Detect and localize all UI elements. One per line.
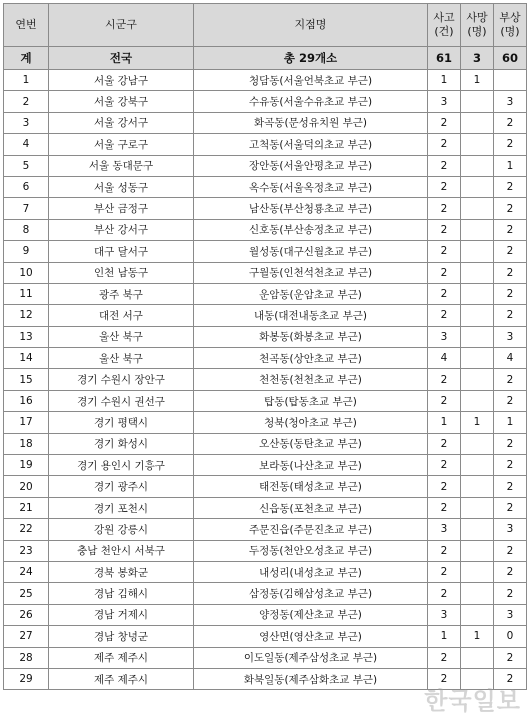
table-row: [4, 241, 527, 262]
cell-accidents: 2: [428, 369, 461, 390]
cell-deaths: [461, 134, 494, 155]
cell-injuries: 2: [494, 390, 527, 411]
cell-district: 광주 북구: [49, 283, 194, 304]
cell-accidents: 2: [428, 262, 461, 283]
cell-deaths: [461, 540, 494, 561]
cell-location: 주문진읍(주문진초교 부근): [194, 519, 428, 540]
cell-no: 20: [4, 476, 49, 497]
cell-location: 화봉동(화봉초교 부근): [194, 326, 428, 347]
cell-accidents: 2: [428, 476, 461, 497]
accident-hotspot-table: [3, 3, 527, 690]
cell-district: 경기 평택시: [49, 412, 194, 433]
cell-accidents: 3: [428, 519, 461, 540]
cell-district: 대전 서구: [49, 305, 194, 326]
cell-district: 제주 제주시: [49, 647, 194, 668]
cell-district: 인천 남동구: [49, 262, 194, 283]
cell-injuries: 2: [494, 198, 527, 219]
cell-no: 12: [4, 305, 49, 326]
cell-deaths: [461, 455, 494, 476]
cell-location: 탑동(탑동초교 부근): [194, 390, 428, 411]
cell-location: 장안동(서울안평초교 부근): [194, 155, 428, 176]
cell-no: 10: [4, 262, 49, 283]
cell-no: 7: [4, 198, 49, 219]
cell-district: 대구 달서구: [49, 241, 194, 262]
cell-accidents: 1: [428, 626, 461, 647]
cell-injuries: 2: [494, 369, 527, 390]
table-row: [4, 455, 527, 476]
cell-district: 부산 금정구: [49, 198, 194, 219]
table-row: [4, 305, 527, 326]
header-location: 지점명: [194, 4, 428, 47]
table-row: [4, 176, 527, 197]
table-row: [4, 134, 527, 155]
cell-accidents: 2: [428, 283, 461, 304]
cell-deaths: [461, 155, 494, 176]
cell-deaths: [461, 262, 494, 283]
cell-no: 24: [4, 561, 49, 582]
cell-no: 1: [4, 70, 49, 91]
cell-location: 신호동(부산송정초교 부근): [194, 219, 428, 240]
cell-injuries: 2: [494, 561, 527, 582]
cell-district: 제주 제주시: [49, 668, 194, 689]
table-row: [4, 626, 527, 647]
total-deaths: 3: [461, 47, 494, 70]
cell-deaths: [461, 112, 494, 133]
cell-location: 남산동(부산청룡초교 부근): [194, 198, 428, 219]
table-row: [4, 604, 527, 625]
cell-accidents: 4: [428, 348, 461, 369]
cell-injuries: 4: [494, 348, 527, 369]
cell-district: 경북 봉화군: [49, 561, 194, 582]
cell-accidents: 3: [428, 326, 461, 347]
cell-district: 경기 화성시: [49, 433, 194, 454]
cell-location: 이도일동(제주삼성초교 부근): [194, 647, 428, 668]
table-row: [4, 91, 527, 112]
cell-no: 28: [4, 647, 49, 668]
cell-accidents: 1: [428, 412, 461, 433]
table-row: [4, 283, 527, 304]
cell-no: 8: [4, 219, 49, 240]
cell-district: 경남 창녕군: [49, 626, 194, 647]
total-accidents: 61: [428, 47, 461, 70]
cell-accidents: 2: [428, 583, 461, 604]
cell-location: 옥수동(서울옥정초교 부근): [194, 176, 428, 197]
table-row: [4, 561, 527, 582]
cell-deaths: [461, 390, 494, 411]
cell-injuries: 2: [494, 305, 527, 326]
cell-deaths: [461, 476, 494, 497]
cell-district: 울산 북구: [49, 348, 194, 369]
total-district: 전국: [49, 47, 194, 70]
table-row: [4, 348, 527, 369]
cell-location: 두정동(천안오성초교 부근): [194, 540, 428, 561]
cell-deaths: [461, 561, 494, 582]
cell-deaths: [461, 305, 494, 326]
table-row: [4, 262, 527, 283]
cell-accidents: 2: [428, 497, 461, 518]
cell-injuries: 2: [494, 476, 527, 497]
table-row: [4, 647, 527, 668]
table-row: [4, 540, 527, 561]
cell-injuries: 1: [494, 155, 527, 176]
cell-accidents: 2: [428, 241, 461, 262]
cell-injuries: [494, 70, 527, 91]
cell-district: 서울 구로구: [49, 134, 194, 155]
cell-location: 삼정동(김해삼성초교 부근): [194, 583, 428, 604]
table-row: [4, 668, 527, 689]
cell-district: 울산 북구: [49, 326, 194, 347]
cell-deaths: [461, 348, 494, 369]
cell-no: 21: [4, 497, 49, 518]
cell-deaths: [461, 583, 494, 604]
total-row: [4, 47, 527, 70]
cell-accidents: 2: [428, 176, 461, 197]
cell-deaths: [461, 241, 494, 262]
cell-no: 25: [4, 583, 49, 604]
cell-injuries: 2: [494, 668, 527, 689]
cell-district: 충남 천안시 서북구: [49, 540, 194, 561]
cell-deaths: [461, 668, 494, 689]
cell-deaths: 1: [461, 412, 494, 433]
header-no: 연번: [4, 4, 49, 47]
cell-accidents: 2: [428, 112, 461, 133]
cell-deaths: [461, 219, 494, 240]
table-row: [4, 112, 527, 133]
cell-district: 경남 거제시: [49, 604, 194, 625]
cell-district: 경기 수원시 권선구: [49, 390, 194, 411]
total-location: 총 29개소: [194, 47, 428, 70]
cell-injuries: 2: [494, 241, 527, 262]
cell-location: 신읍동(포천초교 부근): [194, 497, 428, 518]
cell-no: 26: [4, 604, 49, 625]
cell-deaths: [461, 369, 494, 390]
cell-accidents: 2: [428, 455, 461, 476]
cell-location: 내성리(내성초교 부근): [194, 561, 428, 582]
cell-injuries: 2: [494, 647, 527, 668]
cell-accidents: 2: [428, 561, 461, 582]
cell-deaths: [461, 497, 494, 518]
publisher-watermark: 한국일보: [424, 687, 521, 715]
cell-accidents: 2: [428, 305, 461, 326]
cell-location: 영산면(영산초교 부근): [194, 626, 428, 647]
cell-location: 내동(대전내동초교 부근): [194, 305, 428, 326]
table-row: [4, 326, 527, 347]
cell-no: 19: [4, 455, 49, 476]
cell-no: 14: [4, 348, 49, 369]
cell-no: 4: [4, 134, 49, 155]
cell-location: 운암동(운암초교 부근): [194, 283, 428, 304]
cell-no: 9: [4, 241, 49, 262]
cell-injuries: 2: [494, 134, 527, 155]
header-district: 시군구: [49, 4, 194, 47]
cell-district: 서울 강남구: [49, 70, 194, 91]
cell-injuries: 2: [494, 583, 527, 604]
cell-injuries: 2: [494, 262, 527, 283]
cell-location: 화곡동(문성유치원 부근): [194, 112, 428, 133]
cell-no: 27: [4, 626, 49, 647]
cell-no: 2: [4, 91, 49, 112]
header-row: [4, 4, 527, 47]
cell-no: 5: [4, 155, 49, 176]
cell-district: 부산 강서구: [49, 219, 194, 240]
cell-injuries: 2: [494, 433, 527, 454]
cell-injuries: 3: [494, 604, 527, 625]
cell-district: 서울 강서구: [49, 112, 194, 133]
cell-injuries: 1: [494, 412, 527, 433]
cell-injuries: 2: [494, 176, 527, 197]
cell-no: 23: [4, 540, 49, 561]
cell-no: 17: [4, 412, 49, 433]
cell-injuries: 2: [494, 283, 527, 304]
cell-no: 22: [4, 519, 49, 540]
cell-deaths: [461, 91, 494, 112]
table-row: [4, 369, 527, 390]
table-row: [4, 519, 527, 540]
cell-district: 서울 동대문구: [49, 155, 194, 176]
cell-location: 고척동(서울덕의초교 부근): [194, 134, 428, 155]
total-injuries: 60: [494, 47, 527, 70]
cell-deaths: [461, 198, 494, 219]
cell-accidents: 2: [428, 390, 461, 411]
cell-deaths: [461, 604, 494, 625]
cell-location: 천천동(천천초교 부근): [194, 369, 428, 390]
table-row: [4, 583, 527, 604]
cell-district: 경기 포천시: [49, 497, 194, 518]
cell-location: 양정동(제산초교 부근): [194, 604, 428, 625]
cell-location: 청담동(서울언북초교 부근): [194, 70, 428, 91]
cell-injuries: 2: [494, 497, 527, 518]
cell-accidents: 1: [428, 70, 461, 91]
cell-location: 월성동(대구신월초교 부근): [194, 241, 428, 262]
total-label: 계: [4, 47, 49, 70]
table-row: [4, 476, 527, 497]
cell-accidents: 2: [428, 219, 461, 240]
cell-accidents: 2: [428, 668, 461, 689]
header-deaths: 사망 (명): [461, 4, 494, 47]
cell-no: 16: [4, 390, 49, 411]
cell-accidents: 2: [428, 540, 461, 561]
table-row: [4, 219, 527, 240]
cell-no: 3: [4, 112, 49, 133]
cell-injuries: 2: [494, 219, 527, 240]
cell-location: 구월동(인천석천초교 부근): [194, 262, 428, 283]
cell-no: 11: [4, 283, 49, 304]
cell-location: 청북(청아초교 부근): [194, 412, 428, 433]
table-row: [4, 198, 527, 219]
cell-location: 오산동(동탄초교 부근): [194, 433, 428, 454]
cell-accidents: 2: [428, 647, 461, 668]
table-row: [4, 412, 527, 433]
cell-no: 29: [4, 668, 49, 689]
cell-district: 경기 수원시 장안구: [49, 369, 194, 390]
cell-district: 서울 강북구: [49, 91, 194, 112]
cell-location: 천곡동(상안초교 부근): [194, 348, 428, 369]
cell-district: 경기 용인시 기흥구: [49, 455, 194, 476]
cell-accidents: 2: [428, 198, 461, 219]
cell-deaths: [461, 647, 494, 668]
cell-deaths: 1: [461, 70, 494, 91]
cell-injuries: 2: [494, 455, 527, 476]
cell-location: 수유동(서울수유초교 부근): [194, 91, 428, 112]
table-row: [4, 433, 527, 454]
cell-deaths: [461, 176, 494, 197]
cell-injuries: 3: [494, 326, 527, 347]
cell-no: 6: [4, 176, 49, 197]
cell-district: 강원 강릉시: [49, 519, 194, 540]
table-row: [4, 155, 527, 176]
cell-no: 15: [4, 369, 49, 390]
cell-location: 보라동(나산초교 부근): [194, 455, 428, 476]
cell-accidents: 2: [428, 433, 461, 454]
cell-injuries: 2: [494, 540, 527, 561]
cell-district: 경기 광주시: [49, 476, 194, 497]
table-row: [4, 390, 527, 411]
cell-injuries: 2: [494, 112, 527, 133]
cell-no: 18: [4, 433, 49, 454]
cell-deaths: [461, 326, 494, 347]
cell-deaths: [461, 433, 494, 454]
header-injuries: 부상 (명): [494, 4, 527, 47]
cell-location: 태전동(태성초교 부근): [194, 476, 428, 497]
cell-accidents: 2: [428, 134, 461, 155]
cell-injuries: 3: [494, 519, 527, 540]
cell-accidents: 2: [428, 155, 461, 176]
cell-deaths: [461, 519, 494, 540]
cell-accidents: 3: [428, 91, 461, 112]
cell-deaths: [461, 283, 494, 304]
cell-no: 13: [4, 326, 49, 347]
cell-injuries: 3: [494, 91, 527, 112]
table-row: [4, 497, 527, 518]
header-accidents: 사고 (건): [428, 4, 461, 47]
cell-location: 화북일동(제주삼화초교 부근): [194, 668, 428, 689]
cell-accidents: 3: [428, 604, 461, 625]
cell-district: 경남 김해시: [49, 583, 194, 604]
table-row: [4, 70, 527, 91]
cell-deaths: 1: [461, 626, 494, 647]
cell-injuries: 0: [494, 626, 527, 647]
cell-district: 서울 성동구: [49, 176, 194, 197]
